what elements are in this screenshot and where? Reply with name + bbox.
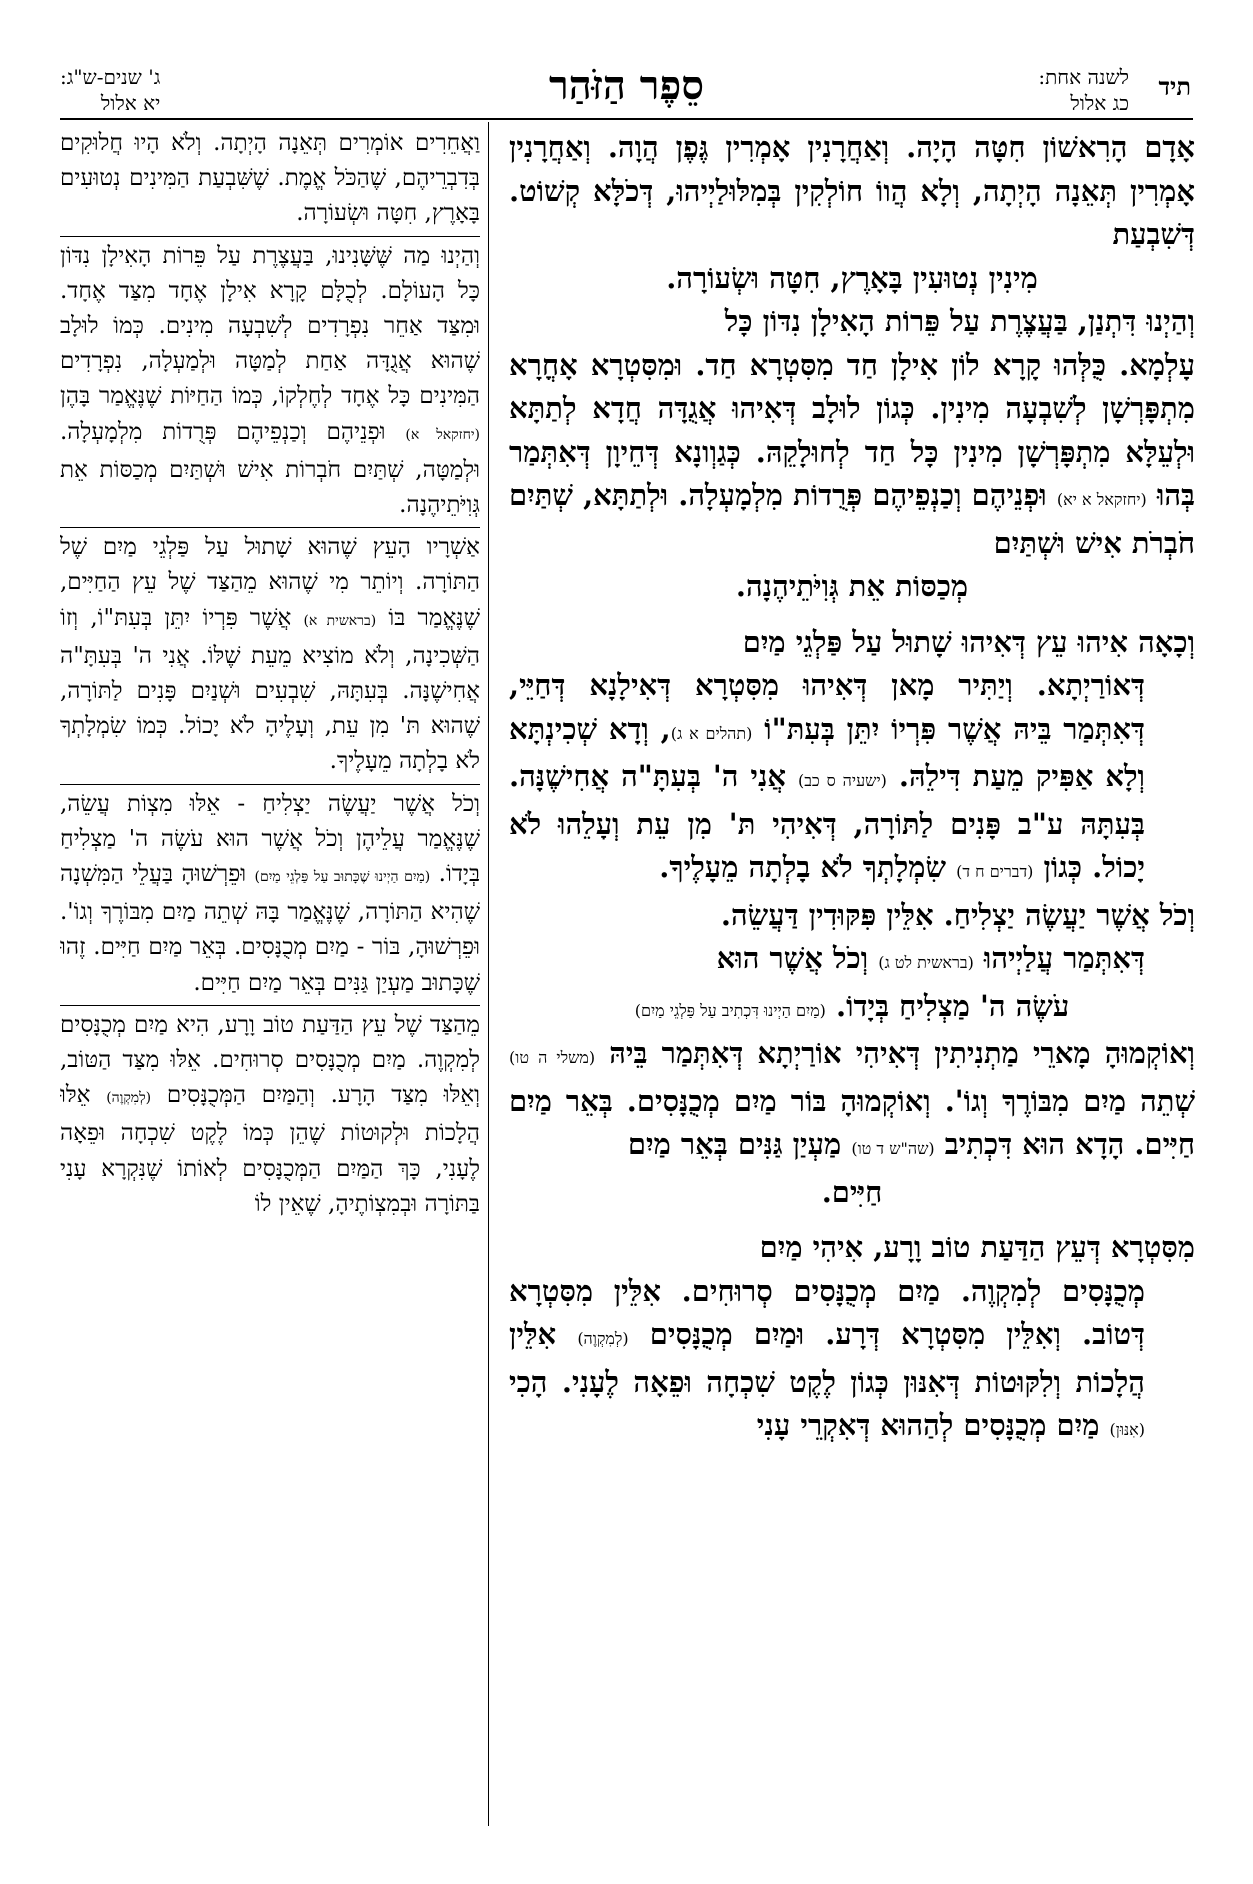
column-divider bbox=[488, 122, 489, 1826]
scripture-reference: (משלי ה טו) bbox=[509, 1048, 596, 1067]
triennial-schedule-label: ג' שנים-ש"ג: bbox=[60, 65, 161, 89]
scripture-reference: (בראשית לט ג) bbox=[878, 953, 974, 972]
main-paragraph: וְכֹל אֲשֶׁר יַעֲשֶׂה יַצְלִיחַ. אִלֵּין פִּקּוּדִין דַּעֲשֵׂה. bbox=[720, 897, 1195, 932]
triennial-schedule-date: יא אלול bbox=[100, 91, 161, 115]
scripture-reference: (ישעיה ס כב) bbox=[797, 771, 887, 790]
book-title: סֵפֶר הַזֹּהַר bbox=[549, 62, 704, 109]
translation-paragraph: מֵהַצַּד שֶׁל עֵץ הַדַּעַת טוֹב וָרָע, הִיא מַיִם מְכֻנָּסִים לְמִקְוֶה. מַיִם מְכֻנָּסִים סְרוּחִים. אֵלּוּ מִצַּד הַטּוֹב, וְאֵלּוּ מִצַּד הָרָע. וְהַמַּיִם הַמְּכֻנָּסִים (לְמִקְוֶה) אֵלּוּ הֲלָכוֹת וּלְקוּטוֹת שֶׁהֵן כְּמוֹ לֶקֶט שִׁכְחָה וּפֵאָה לֶעָנִי, כָּךְ הַמַּיִם הַמְּכֻנָּסִים לְאוֹתוֹ שֶׁנִּקְרָא עָנִי בַּתּוֹרָה וּבְמִצְוֹתֶיהָ, שֶׁאֵין לוֹ bbox=[60, 1005, 480, 1222]
scripture-reference: (יחזקאל א יא) bbox=[1056, 490, 1147, 509]
scripture-reference: (יחזקאל א) bbox=[405, 426, 480, 443]
main-paragraph: אָדָם הָרִאשׁוֹן חִטָּה הָיָה. וְאַחֲרָנִין אָמְרִין גֶּפֶן הֲוָה. וְאַחֲרָנִין אָמְרִין תְּאֵנָה הָיְתָה, וְלָא הֲווֹ חוֹלְקִין בְּמִלּוּלַיְיהוּ, דְּכֹלָּא קְשׁוֹט. דְּשִׁבְעַת bbox=[509, 130, 1195, 251]
translation-paragraph: אַשְׁרָיו הָעֵץ שֶׁהוּא שָׁתוּל עַל פַּלְגֵי מַיִם שֶׁל הַתּוֹרָה. וְיוֹתֵר מִי שֶׁהוּא מֵהַצַּד שֶׁל עֵץ הַחַיִּים, שֶׁנֶּאֱמַר בּוֹ (בראשית א) אֲשֶׁר פִּרְיוֹ יִתֵּן בְּעִתּ"וֹ, וְזוֹ הַשְּׁכִינָה, וְלֹא מוֹצִיא מֵעֵת שֶׁלּוֹ. אֲנִי ה' בְּעִתָּ"ה אֲחִישֶׁנָּה. בְּעִתָּהּ, שִׁבְעִים וּשְׁנַיִם פָּנִים לַתּוֹרָה, שֶׁהוּא תּ' מִן עֵת, וְעָלֶיהָ לֹא יָכוֹל. כְּמוֹ שִׂמְלָתְךָ לֹא בָלְתָה מֵעָלֶיךָ. bbox=[60, 527, 480, 779]
annual-schedule-label: לשנה אחת: bbox=[1038, 65, 1129, 89]
main-paragraph: וְהַיְנוּ דִּתְנַן, בַּעֲצֶרֶת עַל פֵּרוֹת הָאִילָן נִדּוֹן כָּל bbox=[724, 304, 1195, 338]
main-paragraph: מְכַסּוֹת אֵת גְּוִיֹּתֵיהֶנָה. bbox=[735, 569, 969, 603]
annual-schedule-date: כג אלול bbox=[1070, 91, 1129, 115]
main-paragraph: מִינִין נְטוּעִין בָּאָרֶץ, חִטָּה וּשְׂעוֹרָה. bbox=[666, 260, 1038, 295]
translation-paragraph: וְהַיְנוּ מַה שֶּׁשָּׁנִינוּ, בַּעֲצֶרֶת עַל פֵּרוֹת הָאִילָן נִדּוֹן כָּל הָעוֹלָם. לְכֻלָּם קָרָא אִילָן אֶחָד מִצַּד אֶחָד. וּמִצַּד אַחֵר נִפְרָדִים לְשִׁבְעָה מִינִים. כְּמוֹ לוּלָב שֶׁהוּא אֲגֻדָּה אַחַת לְמַטָּה וּלְמַעְלָה, נִפְרָדִים הַמִּינִים כָּל אֶחָד לְחֶלְקוֹ, כְּמוֹ הַחַיּוֹת שֶׁנֶּאֱמַר בָּהֶן (יחזקאל א) וּפְנֵיהֶם וְכַנְפֵיהֶם פְּרֻדוֹת מִלְמָעְלָה. וּלְמַטָּה, שְׁתַּיִם חֹבְרוֹת אִישׁ וּשְׁתַּיִם מְכַסּוֹת אֵת גְּוִיֹּתֵיהֶנָה. bbox=[60, 236, 480, 524]
main-paragraph: מְכֻנָּסִים לְמִקְוֶה. מַיִם מְכֻנָּסִים סְרוּחִים. אִלֵּין מִסִּטְרָא דְּטוֹב. וְאִלֵּין מִסִּטְרָא דְּרָע. וּמַיִם מְכֻנָּסִים (לְמִקְוֶה) אִלֵּין הֲלָכוֹת וְלִקּוּטוֹת דְּאִנּוּן כְּגוֹן לֶקֶט שִׁכְחָה וּפֵאָה לֶעָנִי. הָכִי (אִנּוּן) מַיִם מְכֻנָּסִים לְהַהוּא דְּאִקְרֵי עָנִי bbox=[509, 1273, 1145, 1442]
main-paragraph: וְכָאָה אִיהוּ עֵץ דְּאִיהוּ שָׁתוּל עַל פַּלְגֵי מַיִם bbox=[742, 624, 1195, 659]
inline-gloss: (אִנּוּן) bbox=[1109, 1420, 1145, 1439]
scripture-reference: (בראשית א) bbox=[303, 612, 377, 629]
main-text-column bbox=[509, 126, 1195, 1826]
main-paragraph: עָלְמָא. כֻּלְּהוּ קָרָא לוֹן אִילָן חַד מִסִּטְרָא חַד. וּמִסִּטְרָא אָחֳרָא מִתְפָּרְשָׁן לְשִׁבְעָה מִינִין. כְּגוֹן לוּלָב דְּאִיהוּ אֲגֻדָּה חֲדָא לְתַתָּא וּלְעֵלָּא מִתְפָּרְשָׁן מִינִין כָּל חַד לְחוּלָקֵהּ. כְּגַוְונָא דְּחֵיוָן דְּאִתְּמַר בְּהוּ (יחזקאל א יא) וּפְנֵיהֶם וְכַנְפֵיהֶם פְּרֻדוֹת מִלְמָעְלָה. וּלְתַתָּא, שְׁתַּיִם חֹבְרֹת אִישׁ וּשְׁתַּיִם bbox=[509, 347, 1195, 560]
triennial-schedule bbox=[60, 64, 160, 116]
scripture-reference: (שה"ש ד טו) bbox=[851, 1139, 935, 1158]
main-paragraph: וְאוֹקְמוּהָ מָארֵי מַתְנִיתִין דְּאִיהִי אוֹרַיְתָא דְּאִתְּמַר בֵּיהּ (משלי ה טו) שְׁתֵה מַיִם מִבּוֹרֶךָ וְגוֹ'. וְאוֹקְמוּהָ בּוֹר מַיִם מְכֻנָּסִים. בְּאֵר מַיִם חַיִּים. הָדָא הוּא דִּכְתִיב (שה"ש ד טו) מַעְיַן גַּנִּים בְּאֵר מַיִם bbox=[509, 1036, 1195, 1161]
inline-gloss: (מַיִם הַיְינוּ דִּכְתִיב עַל פַּלְגֵי מַיִם) bbox=[634, 1000, 826, 1020]
translation-paragraph: וְכֹל אֲשֶׁר יַעֲשֶׂה יַצְלִיחַ - אֵלּוּ מִצְוֹת עֲשֵׂה, שֶׁנֶּאֱמַר עֲלֵיהֶן וְכֹל אֲשֶׁר הוּא עֹשֶׂה ה' מַצְלִיחַ בְּיָדוֹ. (מַיִם הַיְינוּ שֶׁכָּתוּב עַל פַּלְגֵי מַיִם) וּפֵרְשׁוּהָ בַּעֲלֵי הַמִּשְׁנָה שֶׁהִיא הַתּוֹרָה, שֶׁנֶּאֱמַר בָּהּ שְׁתֵה מַיִם מִבּוֹרֶךָ וְגוֹ'. וּפֵרְשׁוּהָ, בּוֹר - מַיִם מְכֻנָּסִים. בְּאֵר מַיִם חַיִּים. זֶהוּ שֶׁכָּתוּב מַעְיַן גַּנִּים בְּאֵר מַיִם חַיִּים. bbox=[60, 784, 480, 1001]
translation-paragraph: וַאֲחֵרִים אוֹמְרִים תְּאֵנָה הָיְתָה. וְלֹא הָיוּ חֲלוּקִים בְּדִבְרֵיהֶם, שֶׁהַכֹּל אֱמֶת. שֶׁשִּׁבְעַת הַמִּינִים נְטוּעִים בָּאָרֶץ, חִטָּה וּשְׂעוֹרָה. bbox=[60, 130, 480, 227]
page-header bbox=[60, 58, 1193, 120]
inline-gloss: (לְמִקְוֶה) bbox=[106, 1090, 152, 1107]
main-paragraph: חַיִּים. bbox=[821, 1174, 883, 1209]
scripture-reference: (תהלים א ג) bbox=[670, 723, 753, 743]
inline-gloss: (מַיִם הַיְינוּ שֶׁכָּתוּב עַל פַּלְגֵי מַיִם) bbox=[254, 869, 431, 886]
scripture-reference: (דברים ח ד) bbox=[956, 862, 1034, 881]
main-paragraph: מִסִּטְרָא דְּעֵץ הַדַּעַת טוֹב וָרָע, אִיהִי מַיִם bbox=[759, 1230, 1195, 1264]
header-rule bbox=[60, 118, 1193, 120]
page-number: תיד bbox=[1158, 72, 1191, 101]
main-paragraph: דְּאִתְּמַר עֲלַיְיהוּ (בראשית לט ג) וְכֹל אֲשֶׁר הוּא bbox=[716, 941, 1145, 975]
translation-column bbox=[60, 126, 480, 1826]
main-paragraph: דְּאוֹרַיְתָא. וְיַתִּיר מָאן דְּאִיהוּ מִסִּטְרָא דְּאִילָנָא דְּחַיֵּי, דְּאִתְּמַר בֵּיהּ אֲשֶׁר פִּרְיוֹ יִתֵּן בְּעִתּ"וֹ (תהלים א ג), וְדָא שְׁכִינְתָּא וְלָא אַפִּיק מֵעַת דִּילֵהּ. (ישעיה ס כב) אֲנִי ה' בְּעִתָּ"ה אֲחִישֶׁנָּה. בְּעִתָּהּ ע"ב פָּנִים לַתּוֹרָה, דְּאִיהִי תּ' מִן עֵת וְעָלֵהוּ לֹא יָכוֹל. כְּגוֹן (דברים ח ד) שִׂמְלָתְךָ לֹא בָלְתָה מֵעָלֶיךָ. bbox=[509, 668, 1145, 884]
main-paragraph: עֹשֶׂה ה' מַצְלִיחַ בְּיָדוֹ. (מַיִם הַיְינוּ דִּכְתִיב עַל פַּלְגֵי מַיִם) bbox=[634, 988, 1070, 1023]
inline-gloss: (לְמִקְוֶה) bbox=[577, 1329, 629, 1348]
